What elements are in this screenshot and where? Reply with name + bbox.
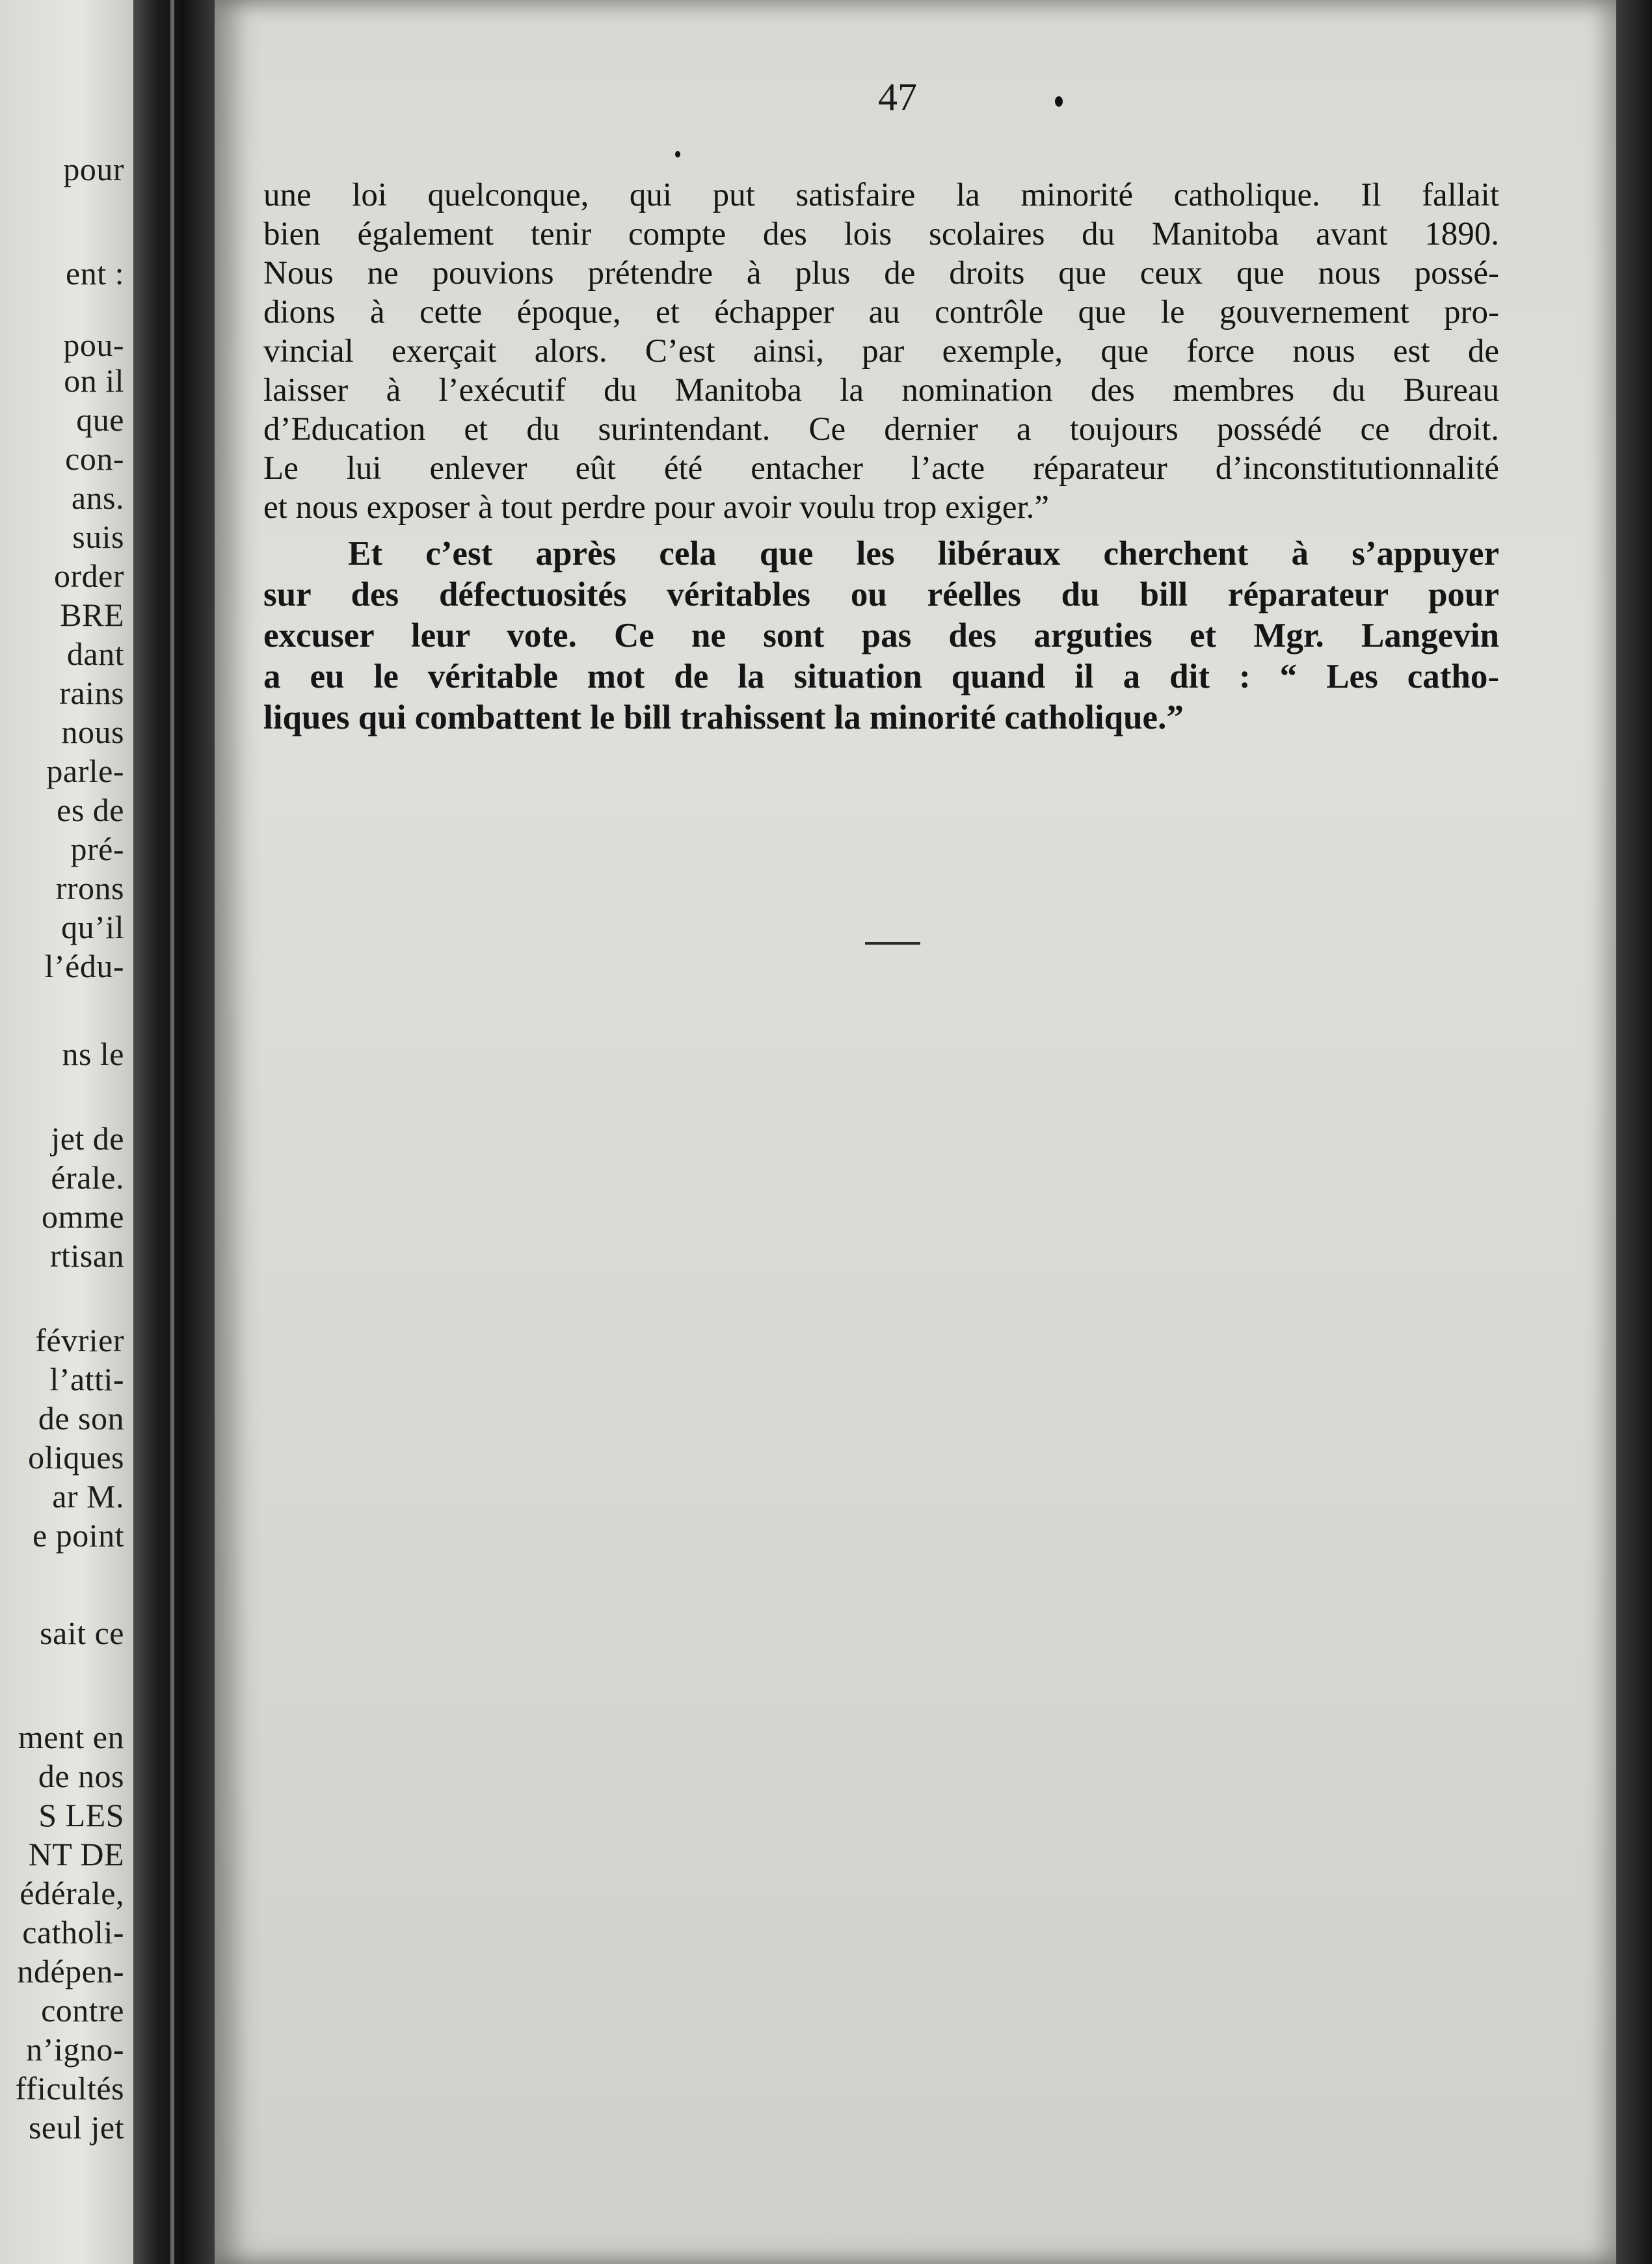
left-page-line: jet de (51, 1120, 124, 1157)
left-page-line: omme (42, 1198, 124, 1235)
left-page-line: qu’il (61, 909, 124, 945)
left-page-line: rrons (55, 870, 124, 906)
left-page-line: oliques (28, 1439, 124, 1476)
text-line: dions à cette époque, et échapper au contrôle que le gouvernement pro- (263, 294, 1499, 330)
left-page-line: order (54, 558, 124, 594)
left-page-line: seul jet (28, 2109, 124, 2146)
text-line: vincial exerçait alors. C’est ainsi, par exemple, que force nous est de (263, 333, 1499, 370)
left-page-line: rtisan (49, 1237, 124, 1274)
ink-speck (1055, 96, 1063, 107)
left-page-line: suis (72, 519, 124, 555)
left-page-fragment (0, 0, 133, 2264)
left-page-line: ent : (66, 255, 124, 291)
left-page-line: es de (57, 792, 124, 828)
left-page-line: ns le (62, 1036, 124, 1072)
right-page-edge (1616, 0, 1652, 2264)
left-page-line: fficultés (15, 2070, 124, 2107)
left-page-line: sait ce (40, 1615, 124, 1651)
text-line: Le lui enlever eût été entacher l’acte réparateur d’inconstitutionnalité (263, 450, 1499, 487)
left-page-line: de son (38, 1400, 124, 1436)
left-page-line: ndépen- (17, 1953, 124, 1989)
paragraph-quote-end (263, 176, 1499, 527)
left-page-line: rains (59, 675, 124, 711)
left-page-line: ans. (71, 479, 124, 516)
text-line: bien également tenir compte des lois scolaires du Manitoba avant 1890. (263, 216, 1499, 252)
ink-speck (675, 151, 680, 157)
gutter-rule (170, 0, 174, 2264)
left-page-line: S LES (38, 1797, 124, 1833)
text-line: sur des défectuosités véritables ou réelles du bill réparateur pour (263, 576, 1499, 613)
text-line: Nous ne pouvions prétendre à plus de droits que ceux que nous possé- (263, 255, 1499, 291)
left-page-line: édérale, (20, 1875, 124, 1911)
left-page-line: de nos (38, 1758, 124, 1794)
left-page-line: pré- (70, 831, 124, 867)
left-page-line: parle- (46, 753, 124, 789)
paragraph-conclusion (263, 533, 1499, 738)
bleed-through-line (273, 755, 1509, 795)
left-page-line: on il (64, 362, 124, 399)
left-page-line: que (76, 401, 124, 438)
left-page-line: érale. (51, 1159, 124, 1196)
left-page-line: dant (66, 636, 124, 672)
left-page-line: con- (65, 440, 124, 477)
left-page-line: pou- (63, 327, 124, 363)
text-line: laisser à l’exécutif du Manitoba la nomination des membres du Bureau (263, 372, 1499, 409)
left-page-line: BRE (60, 597, 124, 633)
left-page-line: catholi- (22, 1914, 124, 1950)
text-line: et nous exposer à tout perdre pour avoir voulu trop exiger.” (263, 489, 1050, 526)
text-line: Et c’est après cela que les libéraux cherchent à s’appuyer (348, 535, 1499, 573)
left-page-line: NT DE (28, 1836, 124, 1872)
left-page-line: février (35, 1322, 124, 1358)
text-line: d’Education et du surintendant. Ce dernier a toujours possédé ce droit. (263, 411, 1499, 448)
page-number: 47 (878, 75, 917, 118)
left-page-line: l’atti- (49, 1361, 124, 1397)
left-page-line: nous (61, 714, 124, 750)
text-line: liques qui combattent le bill trahissent la minorité catholique.” (263, 699, 1184, 736)
left-page-line: pour (63, 151, 124, 187)
left-page-line: n’igno- (26, 2031, 124, 2068)
left-page-line: l’édu- (44, 948, 124, 984)
text-line: a eu le véritable mot de la situation quand il a dit : “ Les catho- (263, 658, 1499, 695)
left-page-line: contre (41, 1992, 124, 2028)
left-page-line: ar M. (52, 1478, 124, 1515)
section-separator (865, 942, 920, 945)
text-line: excuser leur vote. Ce ne sont pas des arguties et Mgr. Langevin (263, 617, 1499, 654)
left-page-line: ment en (18, 1719, 124, 1755)
text-line: une loi quelconque, qui put satisfaire la minorité catholique. Il fallait (263, 177, 1499, 213)
left-page-line: e point (33, 1517, 124, 1554)
